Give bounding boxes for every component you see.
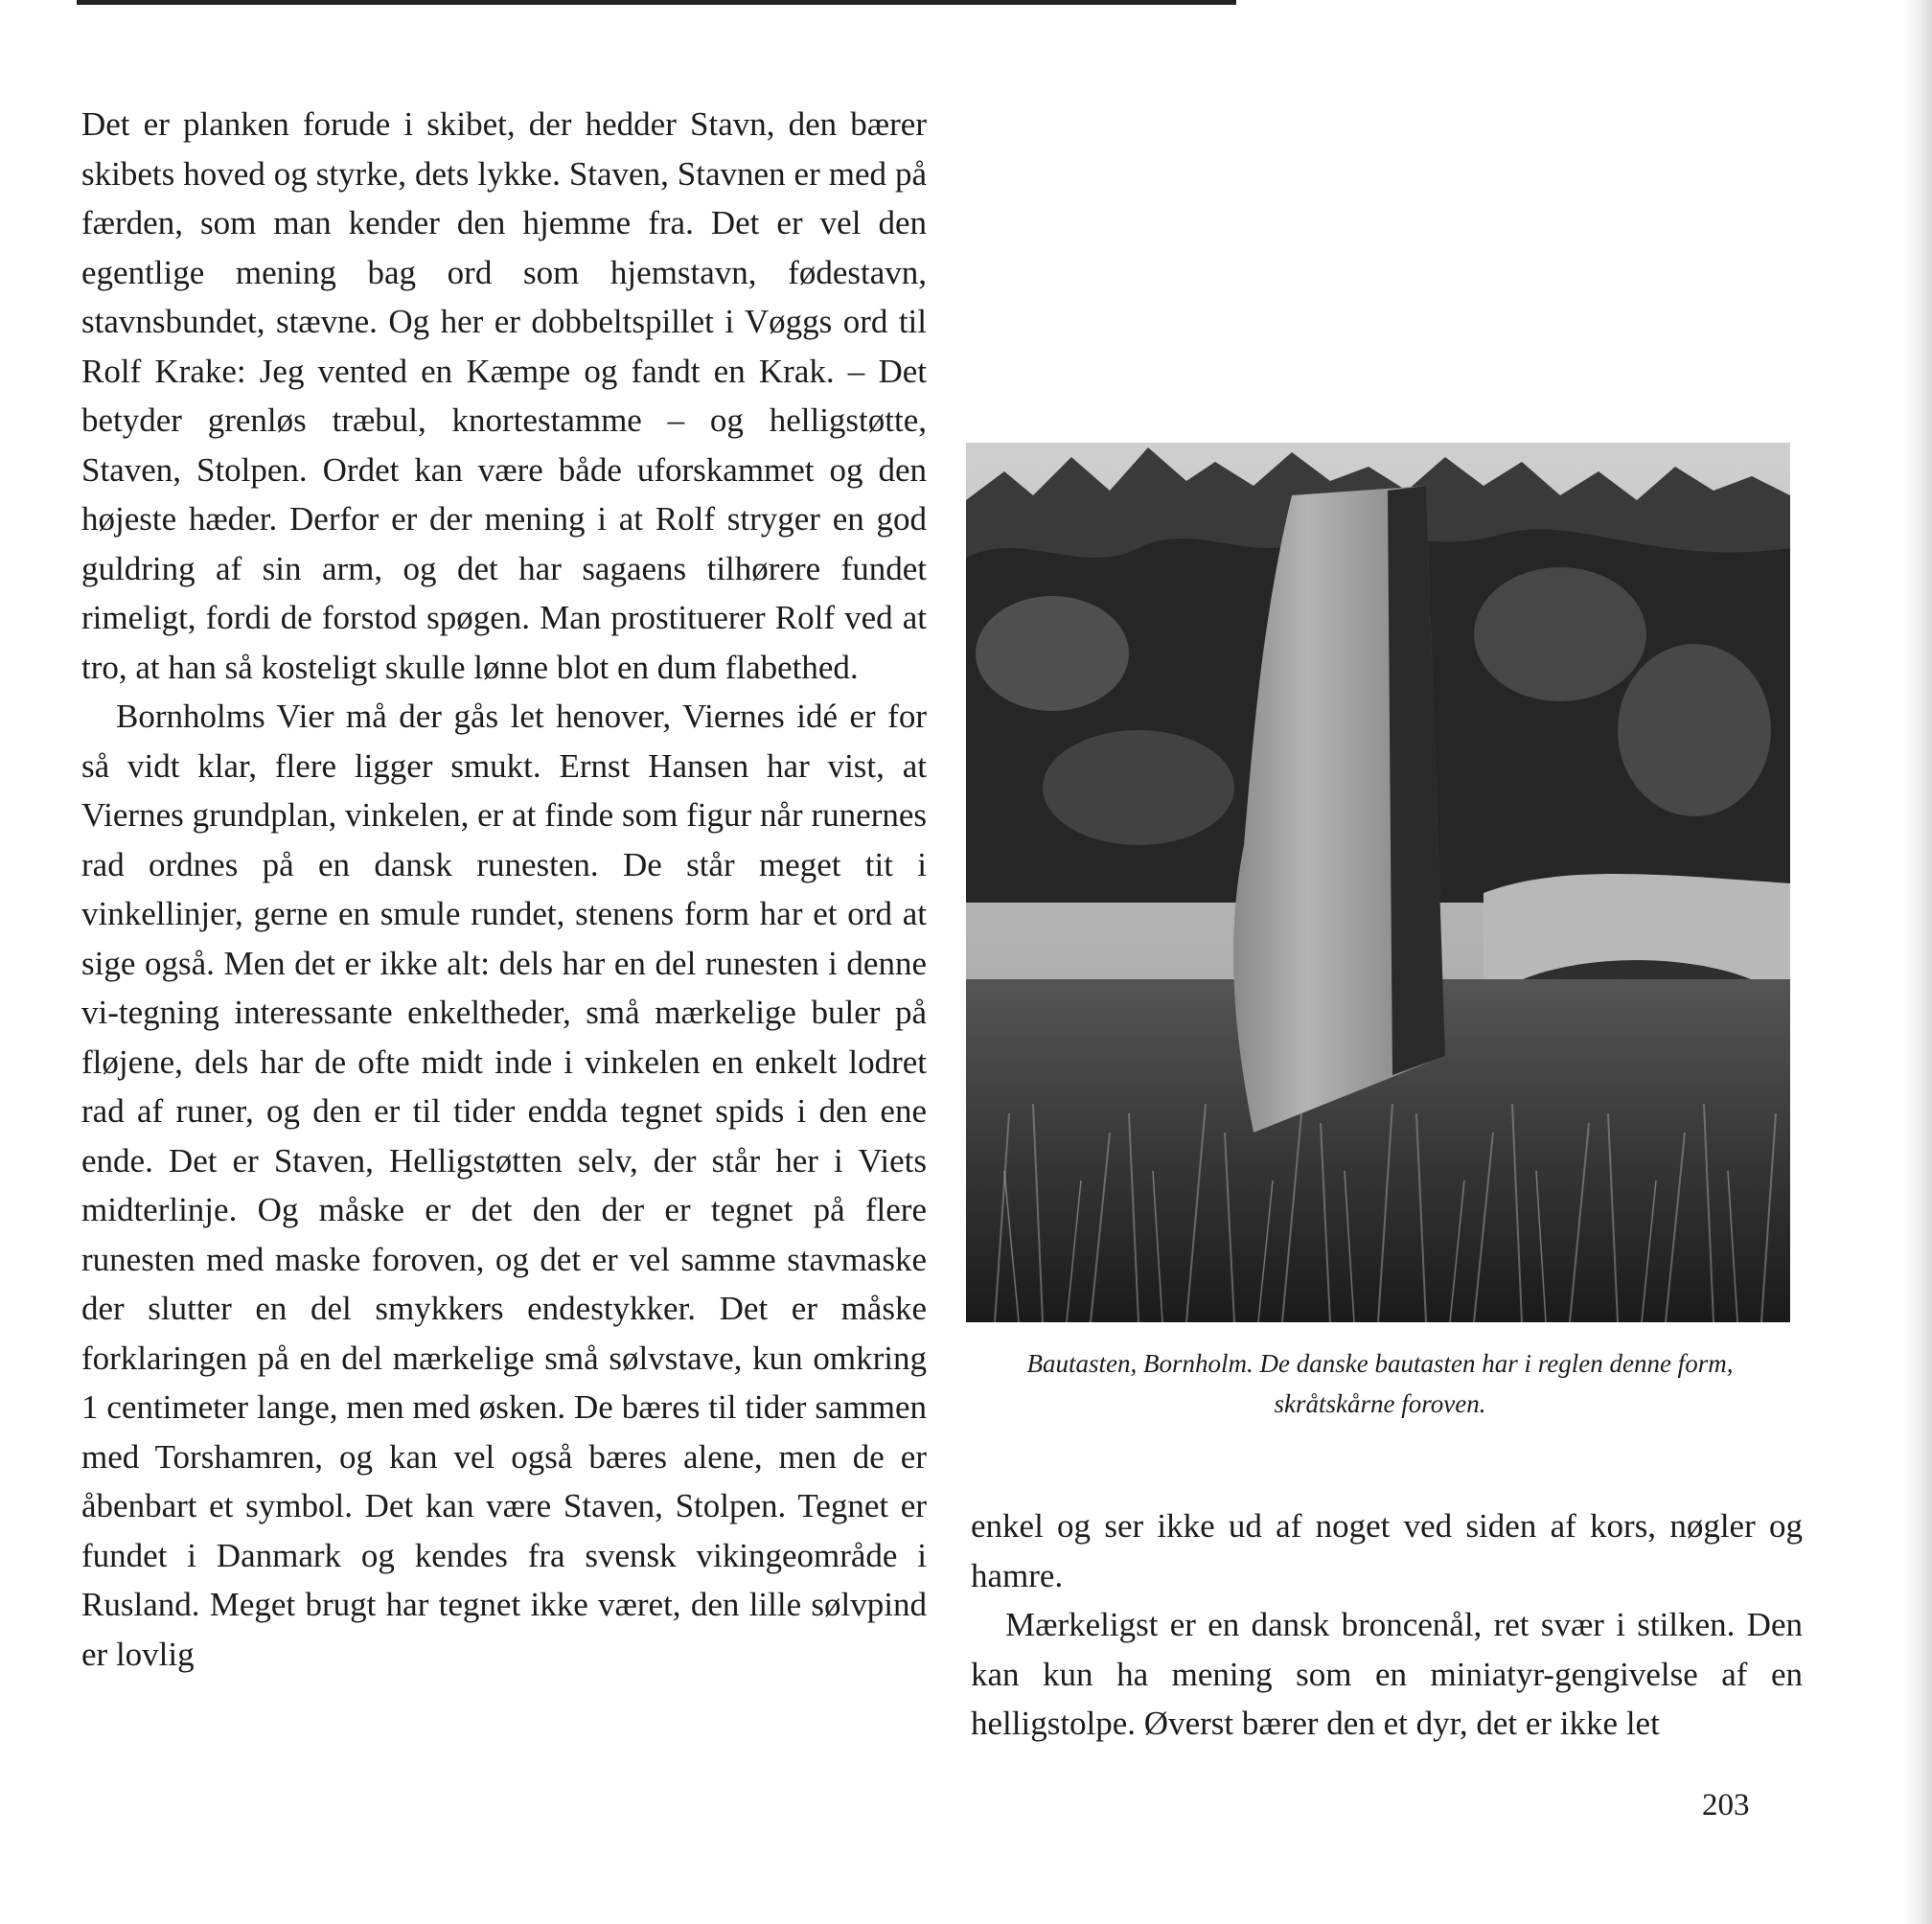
page-edge-shadow [1903,0,1932,1924]
paragraph: Det er planken forude i skibet, der hedder Stavn, den bærer skibets hoved og styrke, dets lykke. Staven, Stavnen er med på færden, som man kender den hjemme fra. Det er vel den egentlige mening bag ord som hjemstavn, fødestavn, stavnsbundet, stævne. Og her er dobbeltspillet i Vøggs ord til Rolf Krake: Jeg vented en Kæmpe og fandt en Krak. – Det betyder grenløs træbul, knortestamme – og helligstøtte, Staven, Stolpen. Ordet kan være både uforskammet og den højeste hæder. Derfor er der mening i at Rolf stryger en god guldring af sin arm, og det har sagaens tilhørere fundet rimeligt, fordi de forstod spøgen. Man prostituerer Rolf ved at tro, at han så kosteligt skulle lønne blot en dum flabethed. [81,105,927,686]
caption-line: skråtskårne foroven. [1274,1389,1486,1418]
right-text-column [971,1501,1803,1749]
bautasten-photo [966,443,1790,1322]
bautasten-photo-illustration [966,443,1790,1322]
paragraph: Mærkeligst er en dansk broncenål, ret svær i stilken. Den kan kun ha mening som en miniatyr-gengivelse af en helligstolpe. Øverst bærer den et dyr, det er ikke let [971,1606,1803,1742]
paragraph: enkel og ser ikke ud af noget ved siden af kors, nøgler og hamre. [971,1507,1803,1594]
caption-line: Bautasten, Bornholm. De danske bautasten har i reglen denne form, [1026,1349,1734,1378]
top-edge-rule [77,0,1236,5]
paragraph: Bornholms Vier må der gås let henover, Viernes idé er for så vidt klar, flere ligger smukt. Ernst Hansen har vist, at Viernes grundplan, vinkelen, er at finde som figur når runernes rad ordnes på en dansk runesten. De står meget tit i vinkellinjer, gerne en smule rundet, stenens form har et ord at sige også. Men det er ikke alt: dels har en del runesten i denne vi-tegning interessante enkeltheder, små mærkelige buler på fløjene, dels har de ofte midt inde i vinkelen en enkelt lodret rad af runer, og den er til tider endda tegnet spids i den ene ende. Det er Staven, Helligstøtten selv, der står her i Viets midterlinje. Og måske er det den der er tegnet på flere runesten med maske foroven, og det er vel samme stavmaske der slutter en del smykkers endestykker. Det er måske forklaringen på en del mærkelige små sølvstave, kun omkring 1 centimeter lange, men med øsken. De bæres til tider sammen med Torshamren, og kan vel også bæres alene, men de er åbenbart et symbol. Det kan være Staven, Stolpen. Tegnet er fundet i Danmark og kendes fra svensk vikingeområde i Rusland. Meget brugt har tegnet ikke været, den lille sølvpind er lovlig [81,698,927,1673]
left-text-column [81,100,927,1679]
figure-caption [954,1343,1806,1424]
page-number: 203 [1702,1788,1750,1822]
